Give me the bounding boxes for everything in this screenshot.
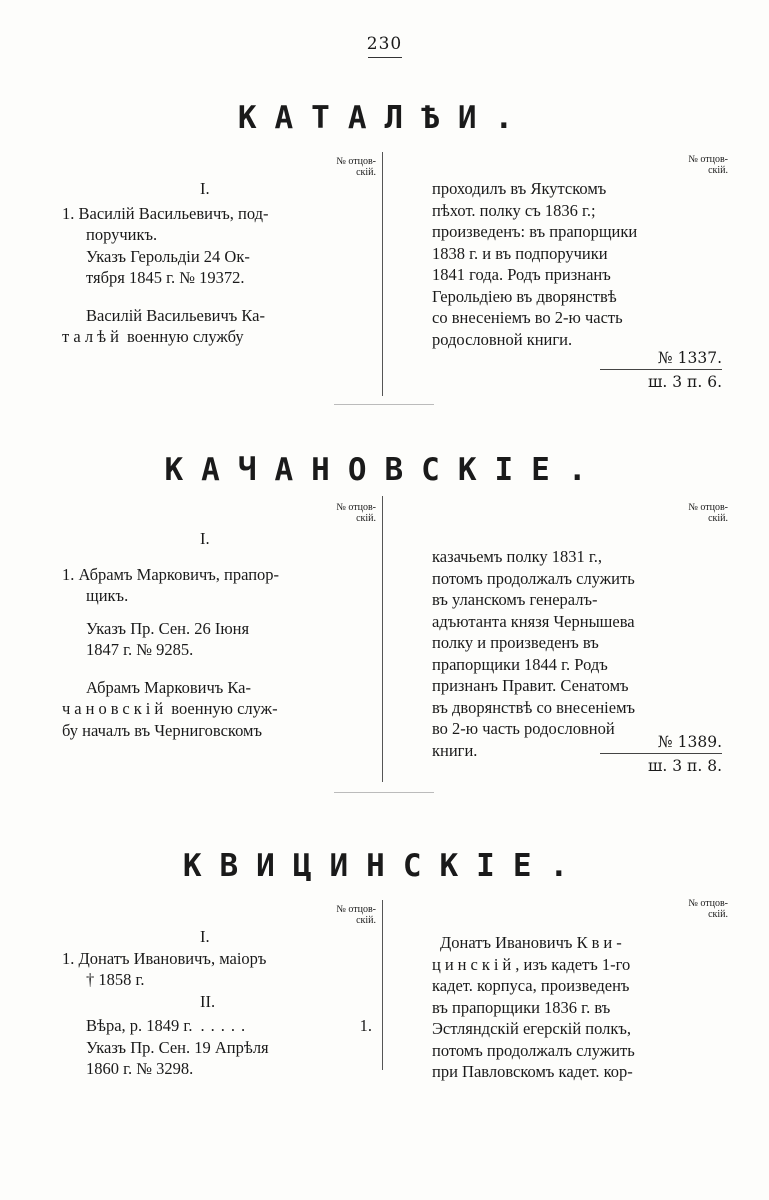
surname-spaced: цинскій xyxy=(432,954,516,974)
surname-spaced: Кви- xyxy=(576,933,626,952)
bio-line: потомъ продолжалъ служить xyxy=(432,1040,635,1060)
record-number-block xyxy=(600,348,722,392)
bio-line: въ дворянствѣ со внесеніемъ xyxy=(432,697,636,717)
left-column xyxy=(62,926,372,1080)
section-title: КАЧАНОВСКІЕ. xyxy=(164,452,605,488)
bio-line: Абрамъ Марковичъ Ка- xyxy=(86,677,251,697)
bio-line: кадет. корпуса, произведенъ xyxy=(432,976,630,995)
person-entry-cont: † 1858 г. xyxy=(86,970,145,989)
left-column xyxy=(62,528,332,741)
bio-line: Эстляндскій егерскій полкъ, xyxy=(432,1019,632,1038)
section-title: КАТАЛѢИ. xyxy=(237,100,532,136)
bio-line: прапорщики 1844 г. Родъ xyxy=(432,654,608,674)
column-divider xyxy=(382,152,383,396)
bio-line xyxy=(62,326,332,348)
right-column xyxy=(432,178,707,350)
bio-line: Герольдіею въ дворянствѣ xyxy=(432,286,617,306)
section-title: КВИЦИНСКІЕ. xyxy=(182,848,587,884)
bio-line: Василій Васильевичъ Ка- xyxy=(86,305,266,325)
section-separator xyxy=(334,792,434,793)
bio-line: 1841 года. Родъ признанъ xyxy=(432,265,611,284)
person-entry-cont: поручикъ. xyxy=(86,225,158,244)
section-separator xyxy=(334,404,434,405)
person-entry: 1. Донатъ Ивановичъ, маіоръ xyxy=(62,948,267,968)
generation-roman: II. xyxy=(200,991,216,1011)
bio-line: родословной книги. xyxy=(432,329,573,349)
bio-line: проходилъ въ Якутскомъ xyxy=(432,179,607,198)
bio-line xyxy=(432,932,707,954)
bio-text: военную службу xyxy=(122,327,244,346)
column-divider xyxy=(382,496,383,782)
shelf-mark: ш. 3 п. 8. xyxy=(647,757,722,775)
record-number: № 1389. xyxy=(658,733,722,751)
decree-line: Указъ Пр. Сен. 26 Іюня xyxy=(86,618,250,638)
bio-line: въ прапорщики 1836 г. въ xyxy=(432,997,611,1017)
bio-line: въ уланскомъ генералъ- xyxy=(432,590,598,609)
column-header-right: № отцов- скій. xyxy=(688,502,728,524)
surname-spaced: чановскій xyxy=(62,699,168,718)
bio-line: со внесеніемъ во 2-ю часть xyxy=(432,308,623,327)
bio-line: 1838 г. и въ подпоручики xyxy=(432,243,608,263)
generation-roman: I. xyxy=(200,179,210,198)
bio-line: при Павловскомъ кадет. кор- xyxy=(432,1062,633,1081)
decree-line-cont: 1860 г. № 3298. xyxy=(86,1059,194,1078)
bio-line: адъютанта князя Чернышева xyxy=(432,611,635,631)
decree-line-cont: 1847 г. № 9285. xyxy=(86,640,194,659)
bio-line: произведенъ: въ прапорщики xyxy=(432,222,638,241)
column-header-right: № отцов- скій. xyxy=(688,154,728,176)
bio-line xyxy=(62,698,332,720)
leader-dots: ..... xyxy=(200,1016,252,1035)
right-column xyxy=(432,546,707,761)
bio-line: потомъ продолжалъ служить xyxy=(432,568,635,588)
child-entry xyxy=(62,1015,372,1037)
decree-line: Указъ Пр. Сен. 19 Апрѣля xyxy=(86,1037,269,1057)
column-header-left: № отцов- скій. xyxy=(336,502,376,524)
decree-line-cont: тября 1845 г. № 19372. xyxy=(86,268,245,287)
column-divider xyxy=(382,900,383,1070)
surname-spaced: талѣй xyxy=(62,327,123,346)
bio-line: бу началъ въ Черниговскомъ xyxy=(62,720,262,740)
record-number-block xyxy=(600,732,722,776)
bio-text: Донатъ Ивановичъ xyxy=(440,933,577,952)
rule xyxy=(600,753,722,754)
rule xyxy=(600,369,722,370)
right-column xyxy=(432,932,707,1083)
page-number: 230 xyxy=(0,34,769,58)
bio-line: пѣхот. полку съ 1836 г.; xyxy=(432,200,596,220)
bio-line: во 2-ю часть родословной xyxy=(432,719,615,738)
person-entry-cont: щикъ. xyxy=(86,586,129,605)
bio-text: , изъ кадетъ 1-го xyxy=(515,954,631,974)
bio-line: казачьемъ полку 1831 г., xyxy=(432,547,603,566)
record-number: № 1337. xyxy=(658,349,722,367)
bio-line: книги. xyxy=(432,740,478,760)
column-header-left: № отцов- скій. xyxy=(336,904,376,926)
bio-line: полку и произведенъ въ xyxy=(432,633,599,652)
column-header-left: № отцов- скій. xyxy=(336,156,376,178)
shelf-mark: ш. 3 п. 6. xyxy=(647,373,722,391)
person-entry: 1. Абрамъ Марковичъ, прапор- xyxy=(62,564,280,584)
person-entry: 1. Василій Васильевичъ, под- xyxy=(62,203,269,223)
bio-line xyxy=(432,954,707,976)
decree-line: Указъ Герольдіи 24 Ок- xyxy=(86,246,250,266)
left-column xyxy=(62,178,332,348)
column-header-right: № отцов- скій. xyxy=(688,898,728,920)
child-parent-number: 1. xyxy=(359,1016,372,1035)
bio-text: военную служ- xyxy=(167,699,278,718)
bio-line: признанъ Правит. Сенатомъ xyxy=(432,676,629,695)
child-name: Вѣра, р. 1849 г. xyxy=(86,1016,193,1035)
generation-roman: I. xyxy=(200,529,210,548)
generation-roman: I. xyxy=(200,927,210,946)
